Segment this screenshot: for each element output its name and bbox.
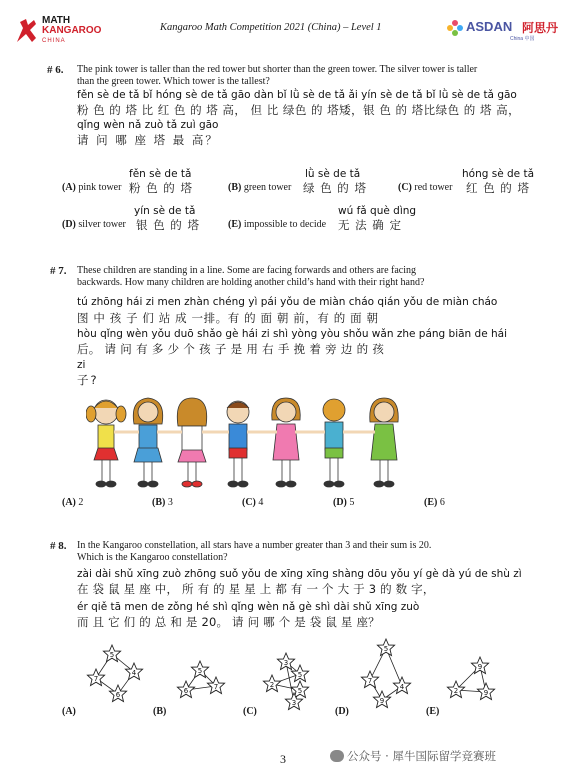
q6-option-e-letter: (E) (228, 219, 242, 230)
child-4 (227, 401, 249, 487)
child-5 (272, 398, 300, 487)
page-number: 3 (280, 752, 286, 766)
q8-option-c[interactable] (243, 706, 257, 717)
question-7-number: # 7. (50, 265, 67, 277)
q7-option-d-letter: (D) (333, 497, 347, 508)
q7-option-e[interactable] (424, 497, 445, 508)
asdan-sub-cn: 中国 (524, 36, 535, 42)
asdan-brand: ASDAN (466, 19, 513, 34)
star-b-3: 7 (213, 683, 219, 691)
star-a-3: 7 (93, 675, 99, 683)
watermark (330, 748, 496, 764)
q6-option-d-pinyin: yín sè de tǎ (134, 205, 196, 217)
q6-option-a-pinyin: fěn sè de tǎ (129, 168, 192, 180)
q8-option-a[interactable] (62, 706, 76, 717)
q6-pinyin-1: fěn sè de tǎ bǐ hóng sè de tǎ gāo dàn bǐ lǜ sè de tǎ ǎi yín sè de tǎ bǐ lǜ sè de tǎ gāo (77, 89, 517, 101)
star-b-2: 6 (183, 687, 189, 695)
asdan-brand-cn: 阿思丹 (522, 21, 559, 35)
q7-pinyin-2: hòu qǐng wèn yǒu duō shǎo gè hái zi shì yòng yòu shǒu wǎn zhe páng biān de hái (77, 328, 508, 340)
q6-option-a-en: pink tower (78, 182, 122, 193)
star-d-3: 4 (399, 683, 405, 691)
star-e-3: 9 (483, 689, 489, 697)
constellation-diagrams (60, 634, 530, 714)
q6-en-line2: than the green tower. Which tower is the tallest? (77, 76, 270, 87)
q6-en-line1: The pink tower is taller than the red tower but shorter than the green tower. The silver tower is taller (77, 64, 478, 75)
q8-chinese-2: 而 且 它 们 的 总 和 是 20。 请 问 哪 个 是 袋 鼠 星 座？ (77, 615, 380, 629)
q6-chinese-1: 粉 色 的 塔 比 红 色 的 塔 高， 但 比 绿色 的 塔矮，银 色 的 塔比绿色 的 塔 高， (77, 103, 521, 117)
star-a-1: 5 (109, 651, 115, 659)
q8-option-c-letter: (C) (243, 706, 257, 717)
q6-option-c-pinyin: hóng sè de tǎ (462, 168, 535, 180)
star-d-1: 5 (383, 645, 389, 653)
q7-chinese-2: 后。 请 问 有 多 少 个 孩 子 是 用 右 手 挽 着 旁 边 的 孩 (77, 342, 385, 356)
q7-option-c[interactable] (242, 497, 263, 508)
q6-chinese-2: 请 问 哪 座 塔 最 高？ (77, 133, 219, 147)
q6-option-b-letter: (B) (228, 182, 242, 193)
child-1 (86, 400, 126, 487)
star-e-2: 2 (453, 687, 459, 695)
q8-pinyin-2: ér qiě tā men de zǒng hé shì qǐng wèn nǎ gè shì dài shǔ xīng zuò (77, 601, 420, 613)
q6-option-b-cn: 绿 色 的 塔 (303, 181, 367, 195)
asdan-sub (510, 35, 534, 42)
question-8-number: # 8. (50, 540, 67, 552)
q8-option-d[interactable] (335, 706, 349, 717)
q7-option-e-letter: (E) (424, 497, 438, 508)
q6-option-e-cn: 无 法 确 定 (338, 218, 402, 232)
question-7-text (77, 265, 557, 289)
q6-option-e-en: impossible to decide (243, 219, 327, 230)
q7-option-d-value: 5 (349, 497, 355, 508)
watermark-text: 公众号 · 犀牛国际留学竞赛班 (347, 749, 496, 763)
q6-option-a-letter: (A) (62, 182, 76, 193)
star-c-2: 5 (297, 671, 303, 679)
q6-option-d-cn: 银 色 的 塔 (136, 218, 200, 232)
question-6-number: # 6. (47, 64, 64, 76)
q6-option-b-pinyin: lǜ sè de tǎ (305, 168, 361, 180)
star-c-1: 3 (283, 659, 289, 667)
star-d-4: 9 (379, 697, 385, 705)
q7-option-a-value: 2 (78, 497, 84, 508)
q6-option-c-en: red tower (414, 182, 453, 193)
question-8-text (77, 540, 557, 564)
q7-option-b[interactable] (152, 497, 173, 508)
q8-chinese-1: 在 袋 鼠 星 座 中， 所 有 的 星 星 上 都 有 一 个 大 于 3 的 数 字， (77, 582, 435, 596)
q7-chinese-1: 图 中 孩 子 们 站 成 一排。有 的 面 朝 前，有 的 面 朝 (77, 311, 379, 325)
kangaroo-icon (14, 16, 40, 44)
q7-option-e-value: 6 (439, 497, 445, 508)
q8-option-b-letter: (B) (153, 706, 167, 717)
q7-option-a[interactable] (62, 497, 83, 508)
q8-option-e[interactable] (426, 706, 439, 717)
star-d-2: 7 (367, 677, 373, 685)
star-a-4: 6 (115, 691, 121, 699)
child-6 (323, 399, 345, 487)
logo-line-china: CHINA (42, 38, 66, 44)
star-c-3: 2 (269, 681, 275, 689)
q8-en-line1: In the Kangaroo constellation, all stars have a number greater than 3 and their sum is 20. (77, 540, 432, 551)
q7-en-line1: These children are standing in a line. Some are facing forwards and others are facing (77, 265, 417, 276)
q8-en-line2: Which is the Kangaroo constellation? (77, 552, 228, 563)
star-c-4: 5 (297, 687, 303, 695)
child-2 (133, 398, 162, 487)
q8-option-d-letter: (D) (335, 706, 349, 717)
star-e-1: 9 (477, 663, 483, 671)
q6-option-d-letter: (D) (62, 219, 76, 230)
q8-option-e-letter: (E) (426, 706, 440, 717)
q7-option-a-letter: (A) (62, 497, 76, 508)
star-c-5: 3 (291, 699, 297, 707)
q7-option-b-letter: (B) (152, 497, 166, 508)
q6-option-b-en: green tower (243, 182, 292, 193)
logo-line-kangaroo: KANGAROO (42, 25, 102, 36)
wechat-icon (330, 750, 344, 762)
children-line-illustration (86, 390, 416, 490)
q7-pinyin-3: zi (77, 359, 86, 371)
star-b-1: 5 (197, 667, 203, 675)
q6-option-c-cn: 红 色 的 塔 (466, 181, 530, 195)
q8-pinyin-1: zài dài shǔ xīng zuò zhōng suǒ yǒu de xīng xīng shàng dōu yǒu yí gè dà yú de shù zì (77, 568, 522, 580)
math-kangaroo-logo (14, 14, 114, 48)
q7-en-line2: backwards. How many children are holding another child’s hand with their right hand? (77, 277, 425, 288)
q6-pinyin-2: qǐng wèn nǎ zuò tǎ zuì gāo (77, 119, 219, 131)
question-6-text (77, 64, 557, 88)
q7-option-c-value: 4 (258, 497, 264, 508)
child-3 (177, 398, 206, 487)
q7-chinese-3: 子? (77, 373, 99, 387)
star-a-2: 4 (131, 669, 137, 677)
q6-option-d-en: silver tower (78, 219, 126, 230)
child-7 (370, 398, 398, 487)
asdan-flower-icon (446, 19, 464, 37)
q8-option-b[interactable] (153, 706, 166, 717)
q7-option-b-value: 3 (167, 497, 173, 508)
q8-option-a-letter: (A) (62, 706, 76, 717)
asdan-sub-en: China (510, 36, 524, 42)
q7-pinyin-1: tú zhōng hái zi men zhàn chéng yì pái yǒu de miàn cháo qián yǒu de miàn cháo (77, 296, 498, 308)
asdan-logo (444, 18, 559, 42)
q7-option-d[interactable] (333, 497, 354, 508)
q6-option-c-letter: (C) (398, 182, 412, 193)
page-title: Kangaroo Math Competition 2021 (China) – Level 1 (160, 22, 382, 33)
q7-option-c-letter: (C) (242, 497, 256, 508)
logo-line-math: MATH (42, 15, 71, 26)
q6-option-a-cn: 粉 色 的 塔 (129, 181, 193, 195)
q6-option-e-pinyin: wú fǎ què dìng (338, 205, 417, 217)
